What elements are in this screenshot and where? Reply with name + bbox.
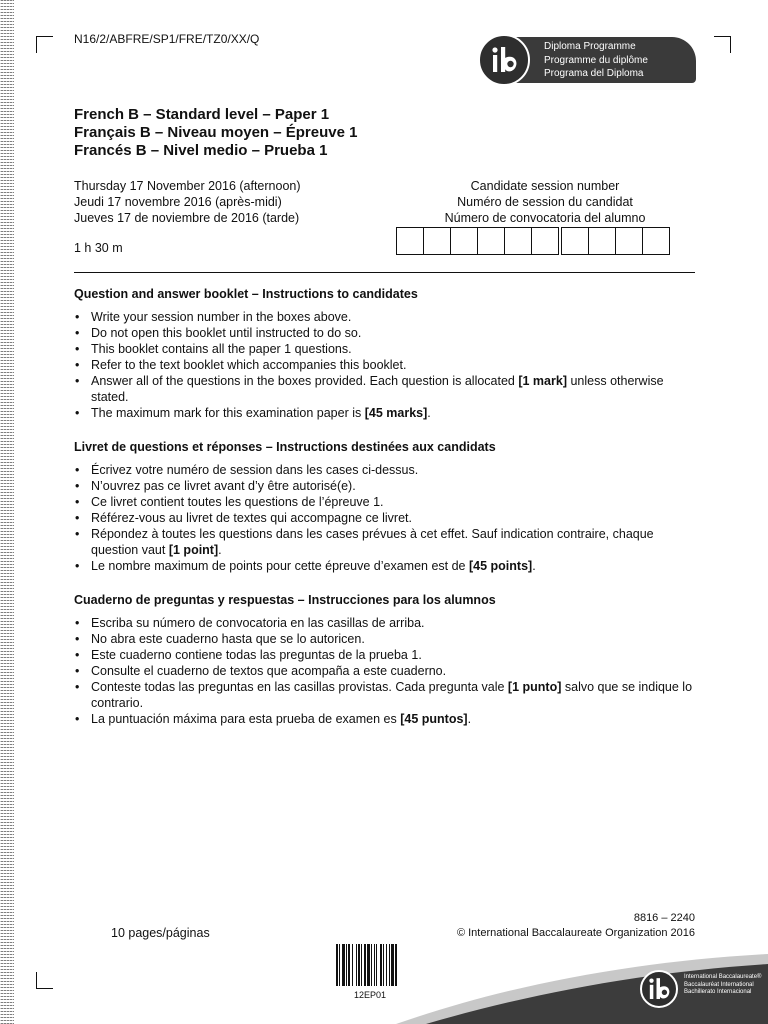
page-count: 10 pages/páginas [111,926,210,940]
session-digit-box[interactable] [504,227,532,255]
ib-footer-logo-icon [640,970,678,1008]
exam-duration: 1 h 30 m [74,241,123,255]
org-name-fr: Baccalauréat International [684,981,754,988]
date-en: Thursday 17 November 2016 (afternoon) [74,179,301,193]
instruction-item: • Conteste todas las preguntas en las casillas provistas. Cada pregunta vale [1 punto] salvo que se indique lo contrario. [74,679,699,711]
instruction-item: • No abra este cuaderno hasta que se lo autoricen. [74,631,699,647]
crop-mark-top-left [36,36,53,53]
instruction-item: • Le nombre maximum de points pour cette épreuve d’examen est de [45 points]. [74,558,699,574]
title-es: Francés B – Nivel medio – Prueba 1 [74,142,328,159]
date-es: Jueves 17 de noviembre de 2016 (tarde) [74,211,300,225]
crop-mark-bottom-left [36,972,53,989]
candidate-label-en: Candidate session number [470,179,620,193]
instruction-item: • Write your session number in the boxes above. [74,309,699,325]
instruction-item: • Écrivez votre numéro de session dans les cases ci-dessus. [74,462,699,478]
scan-margin-strip [0,0,14,1024]
title-en: French B – Standard level – Paper 1 [74,106,330,123]
copyright: © International Baccalaureate Organization 2016 [456,927,695,939]
diploma-programme-banner [478,34,696,86]
session-digit-box[interactable] [531,227,559,255]
session-digit-box[interactable] [396,227,424,255]
section-heading: Cuaderno de preguntas y respuestas – Instrucciones para los alumnos [74,593,496,607]
exam-dates [74,178,301,226]
instruction-item: • La puntuación máxima para esta prueba de examen es [45 puntos]. [74,711,699,727]
instruction-item: • N’ouvrez pas ce livret avant d’y être autorisé(e). [74,478,699,494]
section-heading: Livret de questions et réponses – Instructions destinées aux candidats [74,440,496,454]
instruction-item: • Refer to the text booklet which accompanies this booklet. [74,357,699,373]
section-heading: Question and answer booklet – Instructions to candidates [74,287,418,301]
instruction-item: • The maximum mark for this examination paper is [45 marks]. [74,405,699,421]
date-fr: Jeudi 17 novembre 2016 (après-midi) [74,195,282,209]
instruction-item: • Do not open this booklet until instructed to do so. [74,325,699,341]
exam-code: N16/2/ABFRE/SP1/FRE/TZ0/XX/Q [74,32,260,46]
ib-org-names [684,974,761,997]
session-number-boxes [397,227,670,255]
banner-line-es: Programa del Diploma [544,68,644,79]
session-digit-box[interactable] [450,227,478,255]
instruction-item: • Consulte el cuaderno de textos que acompaña a este cuaderno. [74,663,699,679]
org-name-es: Bachillerato Internacional [684,989,752,995]
instruction-item: • Escriba su número de convocatoria en las casillas de arriba. [74,615,699,631]
instructions-fr [74,440,699,574]
barcode-label: 12EP01 [353,990,387,1000]
org-name-en: International Baccalaureate® [684,974,762,980]
paper-reference: 8816 – 2240 [633,912,695,924]
instruction-item: • Este cuaderno contiene todas las preguntas de la prueba 1. [74,647,699,663]
banner-line-en: Diploma Programme [544,41,636,52]
candidate-label-es: Número de convocatoria del alumno [444,211,646,225]
session-digit-box[interactable] [615,227,643,255]
candidate-session-label [396,178,694,226]
instructions-en [74,287,699,421]
instruction-item: • Ce livret contient toutes les questions de l’épreuve 1. [74,494,699,510]
session-digit-box[interactable] [423,227,451,255]
instruction-item: • This booklet contains all the paper 1 questions. [74,341,699,357]
paper-titles [74,106,357,160]
barcode [336,944,404,986]
ib-logo-icon [478,34,530,86]
session-digit-box[interactable] [561,227,589,255]
crop-mark-top-right [714,36,731,53]
session-digit-box[interactable] [477,227,505,255]
title-fr: Français B – Niveau moyen – Épreuve 1 [74,124,358,141]
header-divider [74,272,695,273]
instruction-item: • Référez-vous au livret de textes qui accompagne ce livret. [74,510,699,526]
instruction-item: • Répondez à toutes les questions dans les cases prévues à cet effet. Sauf indication contraire, chaque question vaut [1 point]. [74,526,699,558]
candidate-label-fr: Numéro de session du candidat [457,195,633,209]
banner-line-fr: Programme du diplôme [544,54,648,66]
session-digit-box[interactable] [588,227,616,255]
instruction-item: • Answer all of the questions in the boxes provided. Each question is allocated [1 mark] unless otherwise stated. [74,373,699,405]
session-digit-box[interactable] [642,227,670,255]
instructions-es [74,593,699,727]
